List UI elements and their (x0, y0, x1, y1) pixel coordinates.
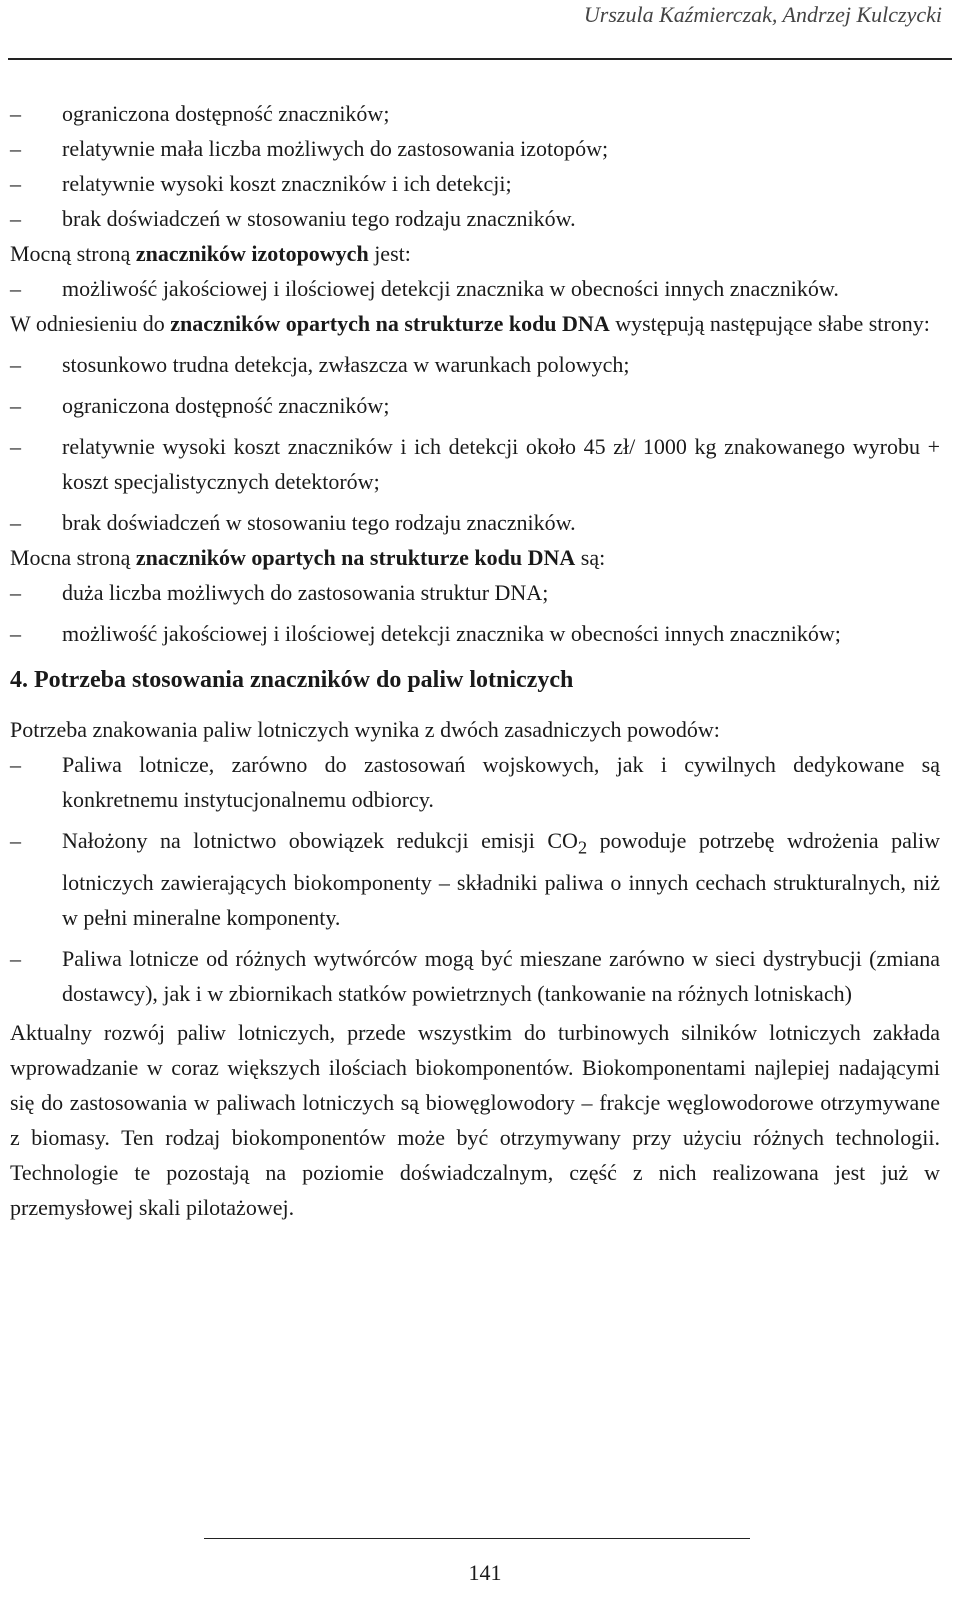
section-title: Potrzeba stosowania znaczników do paliw lotniczych (34, 667, 574, 693)
dash-marker: – (10, 580, 21, 605)
running-header: Urszula Kaźmierczak, Andrzej Kulczycki (583, 2, 942, 27)
dash-marker: – (10, 171, 21, 196)
dash-marker: – (10, 434, 21, 459)
dash-marker: – (10, 206, 21, 231)
list-item: – ograniczona dostępność znaczników; (10, 96, 940, 131)
footer-rule (204, 1538, 750, 1539)
dash-marker: – (10, 828, 21, 853)
list-item: – relatywnie wysoki koszt znaczników i ich detekcji około 45 zł/ 1000 kg znakowanego wyrobu + koszt specjalistycznych detektorów; (10, 429, 940, 499)
dash-marker: – (10, 752, 21, 777)
section-number: 4. (10, 667, 28, 693)
list-item: – relatywnie wysoki koszt znaczników i ich detekcji; (10, 166, 940, 201)
list-item: – Paliwa lotnicze od różnych wytwórców mogą być mieszane zarówno w sieci dystrybucji (zmiana dostawcy), jak i w zbiornikach statków powietrznych (tankowanie na różnych lotniskach) (10, 941, 940, 1011)
dash-marker: – (10, 276, 21, 301)
list-strengths-dna (10, 575, 940, 651)
page-content (10, 96, 940, 1225)
list-weaknesses-isotopes (10, 96, 940, 236)
paragraph-aviation-intro: Potrzeba znakowania paliw lotniczych wynika z dwóch zasadniczych powodów: (10, 717, 720, 742)
dash-marker: – (10, 946, 21, 972)
header-rule (8, 58, 952, 60)
dash-marker: – (10, 393, 21, 418)
page-number: 141 (468, 1560, 502, 1585)
list-item: – brak doświadczeń w stosowaniu tego rodzaju znaczników. (10, 505, 940, 540)
list-item: – Nałożony na lotnictwo obowiązek redukcji emisji $CO_2$ powoduje potrzebę wdrożenia paliw lotniczych zawierających biokomponenty – składniki paliwa o innych cechach strukturalnych, niż w pełni mineralne komponenty. (10, 823, 940, 935)
section-heading (10, 663, 940, 698)
list-weaknesses-dna (10, 347, 940, 540)
subscript: 2 (577, 837, 588, 858)
list-aviation-reasons (10, 747, 940, 1011)
list-item: – stosunkowo trudna detekcja, zwłaszcza w warunkach polowych; (10, 347, 940, 382)
dash-marker: – (10, 352, 21, 377)
list-item: – ograniczona dostępność znaczników; (10, 388, 940, 423)
dash-marker: – (10, 621, 21, 646)
list-item: – relatywnie mała liczba możliwych do zastosowania izotopów; (10, 131, 940, 166)
list-strengths-isotopes (10, 271, 940, 306)
list-item: – możliwość jakościowej i ilościowej detekcji znacznika w obecności innych znaczników. (10, 271, 940, 306)
list-item: – brak doświadczeń w stosowaniu tego rodzaju znaczników. (10, 201, 940, 236)
paragraph-dna-weaknesses: W odniesieniu do znaczników opartych na strukturze kodu DNA występują następujące słabe strony: (10, 311, 930, 336)
dash-marker: – (10, 510, 21, 535)
list-item: – Paliwa lotnicze, zarówno do zastosowań wojskowych, jak i cywilnych dedykowane są konkretnemu instytucjonalnemu odbiorcy. (10, 747, 940, 817)
list-item: – duża liczba możliwych do zastosowania struktur DNA; (10, 575, 940, 610)
paragraph-biocomponents: Aktualny rozwój paliw lotniczych, przede wszystkim do turbinowych silników lotniczych zakłada wprowadzanie w coraz większych ilościach biokomponentów. Biokomponentami najlepiej nadającymi się do zastosowania w paliwach lotniczych są biowęglowodory – frakcje węglowodorowe otrzymywane z biomasy. Ten rodzaj biokomponentów może być otrzymywany przy użyciu różnych technologii. Technologie te pozostają na poziomie doświadczalnym, część z nich realizowana jest już w przemysłowej skali pilotażowej. (10, 1020, 940, 1221)
dash-marker: – (10, 101, 21, 126)
paragraph-isotope-strength: Mocną stroną znaczników izotopowych jest: (10, 241, 411, 266)
list-item: – możliwość jakościowej i ilościowej detekcji znacznika w obecności innych znaczników; (10, 616, 940, 651)
dash-marker: – (10, 136, 21, 161)
paragraph-dna-strength: Mocna stroną znaczników opartych na strukturze kodu DNA są: (10, 545, 606, 570)
